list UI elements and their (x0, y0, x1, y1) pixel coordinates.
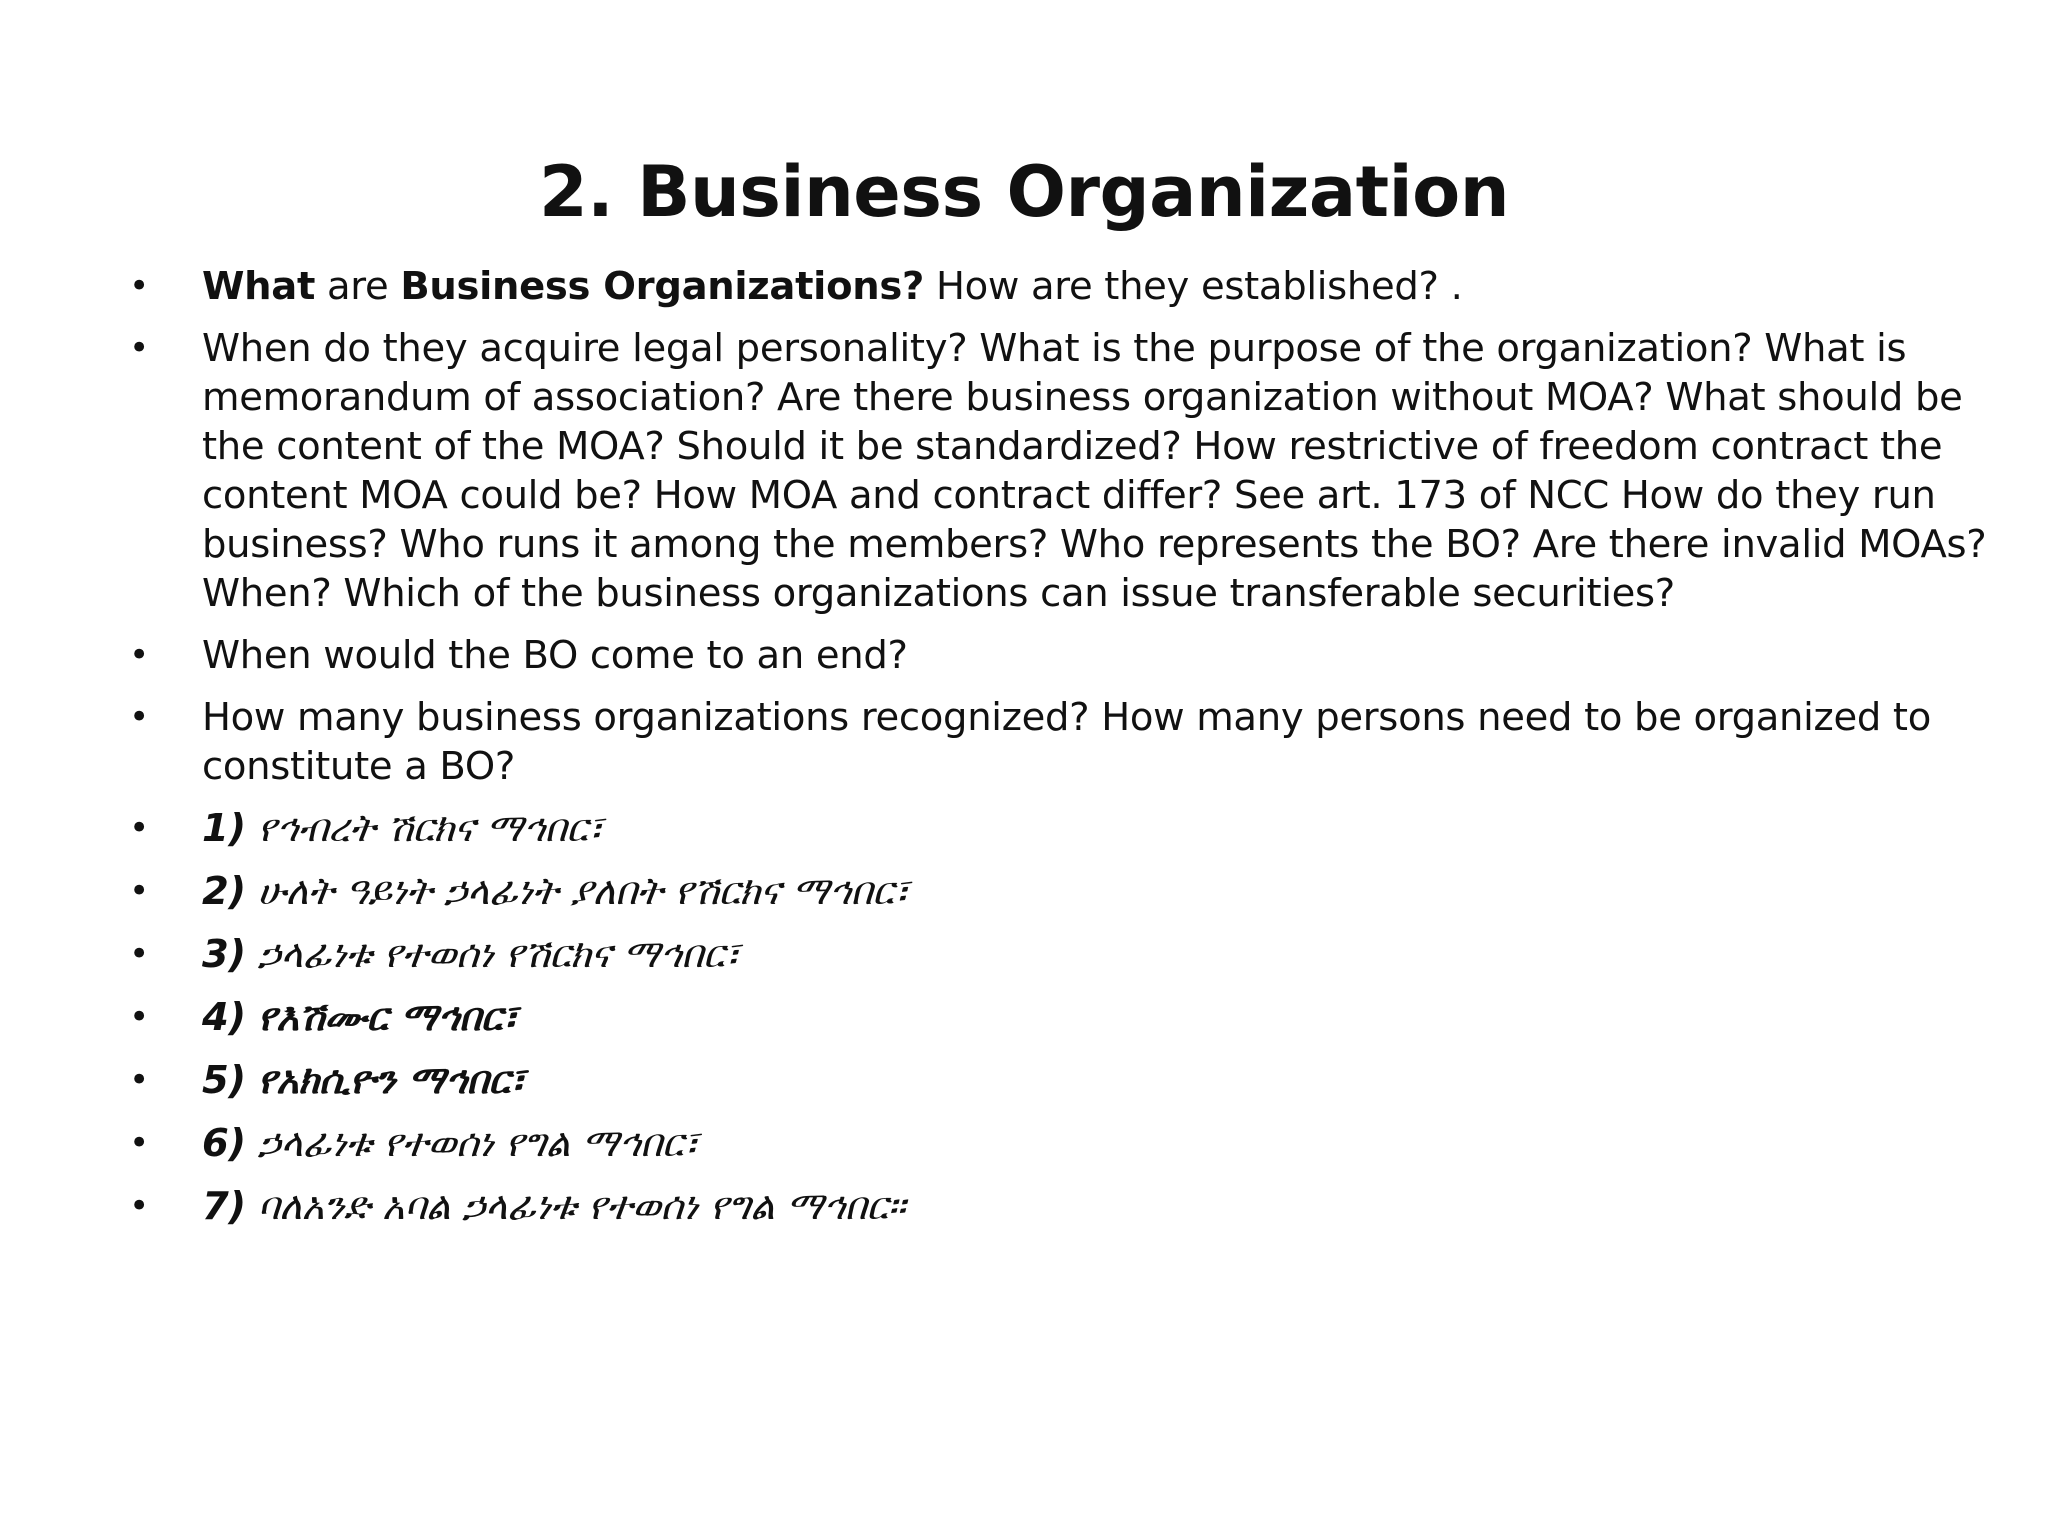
list-number: 5) (202, 1058, 246, 1103)
list-number: 3) (202, 932, 246, 977)
bullet-item (0, 631, 2048, 680)
bullet-text: are (315, 264, 401, 309)
bullet-item (0, 693, 2048, 791)
bullet-icon: • (129, 997, 149, 1037)
bullet-icon: • (129, 1060, 149, 1100)
bullet-text: How many business organizations recognized? How many persons need to be organized to constitute a BO? (202, 695, 1931, 789)
bullet-icon: • (129, 871, 149, 911)
list-number: 2) (202, 869, 246, 914)
bullet-icon: • (129, 697, 149, 737)
list-number: 7) (202, 1184, 246, 1229)
list-item (0, 804, 2048, 853)
list-text: ባለአንድ አባል ኃላፊነቱ የተወሰነ የግል ማኅበር፡፡ (257, 1184, 906, 1229)
list-item (0, 1182, 2048, 1231)
bullet-icon: • (129, 1123, 149, 1163)
bullet-text: How are they established? . (924, 264, 1463, 309)
slide-title: 2. Business Organization (538, 151, 1510, 233)
list-item (0, 930, 2048, 979)
bullet-icon: • (129, 266, 149, 306)
bullet-text-bold: What (202, 264, 316, 309)
bullet-item (0, 262, 2048, 311)
list-number: 6) (202, 1121, 246, 1166)
bullet-icon: • (129, 328, 149, 368)
list-number: 4) (202, 995, 246, 1040)
list-number: 1) (202, 806, 246, 851)
bullet-text: When do they acquire legal personality? What is the purpose of the organization? What is memorandum of association? Are there business organization without MOA? What should be the content of the MOA? Should it be standardized? How restrictive of freedom contract the content MOA could be? How MOA and contract differ? See art. 173 of NCC How do they run business? Who runs it among the members? Who represents the BO? Are there invalid MOAs? When? Which of the business organizations can issue transferable securities? (202, 326, 1987, 616)
list-item (0, 1119, 2048, 1168)
list-text: ኃላፊነቱ የተወሰነ የሽርክና ማኅበር፣ (257, 932, 740, 977)
bullet-text: When would the BO come to an end? (202, 633, 908, 678)
bullet-item (0, 324, 2048, 618)
list-text: ኃላፊነቱ የተወሰነ የግል ማኅበር፣ (257, 1121, 699, 1166)
bullet-list (0, 262, 2048, 1245)
list-item (0, 1056, 2048, 1105)
list-text: የኅብረት ሽርክና ማኅበር፣ (257, 806, 604, 851)
list-item (0, 867, 2048, 916)
bullet-icon: • (129, 635, 149, 675)
list-text: ሁለት ዓይነት ኃላፊነት ያለበት የሽርክና ማኅበር፣ (257, 869, 910, 914)
list-item (0, 993, 2048, 1042)
list-text: የአክሲዮን ማኅበር፣ (257, 1058, 526, 1103)
list-text: የእሽሙር ማኅበር፣ (257, 995, 518, 1040)
bullet-icon: • (129, 934, 149, 974)
bullet-icon: • (129, 808, 149, 848)
bullet-icon: • (129, 1186, 149, 1226)
bullet-text-bold: Business Organizations? (400, 264, 924, 309)
